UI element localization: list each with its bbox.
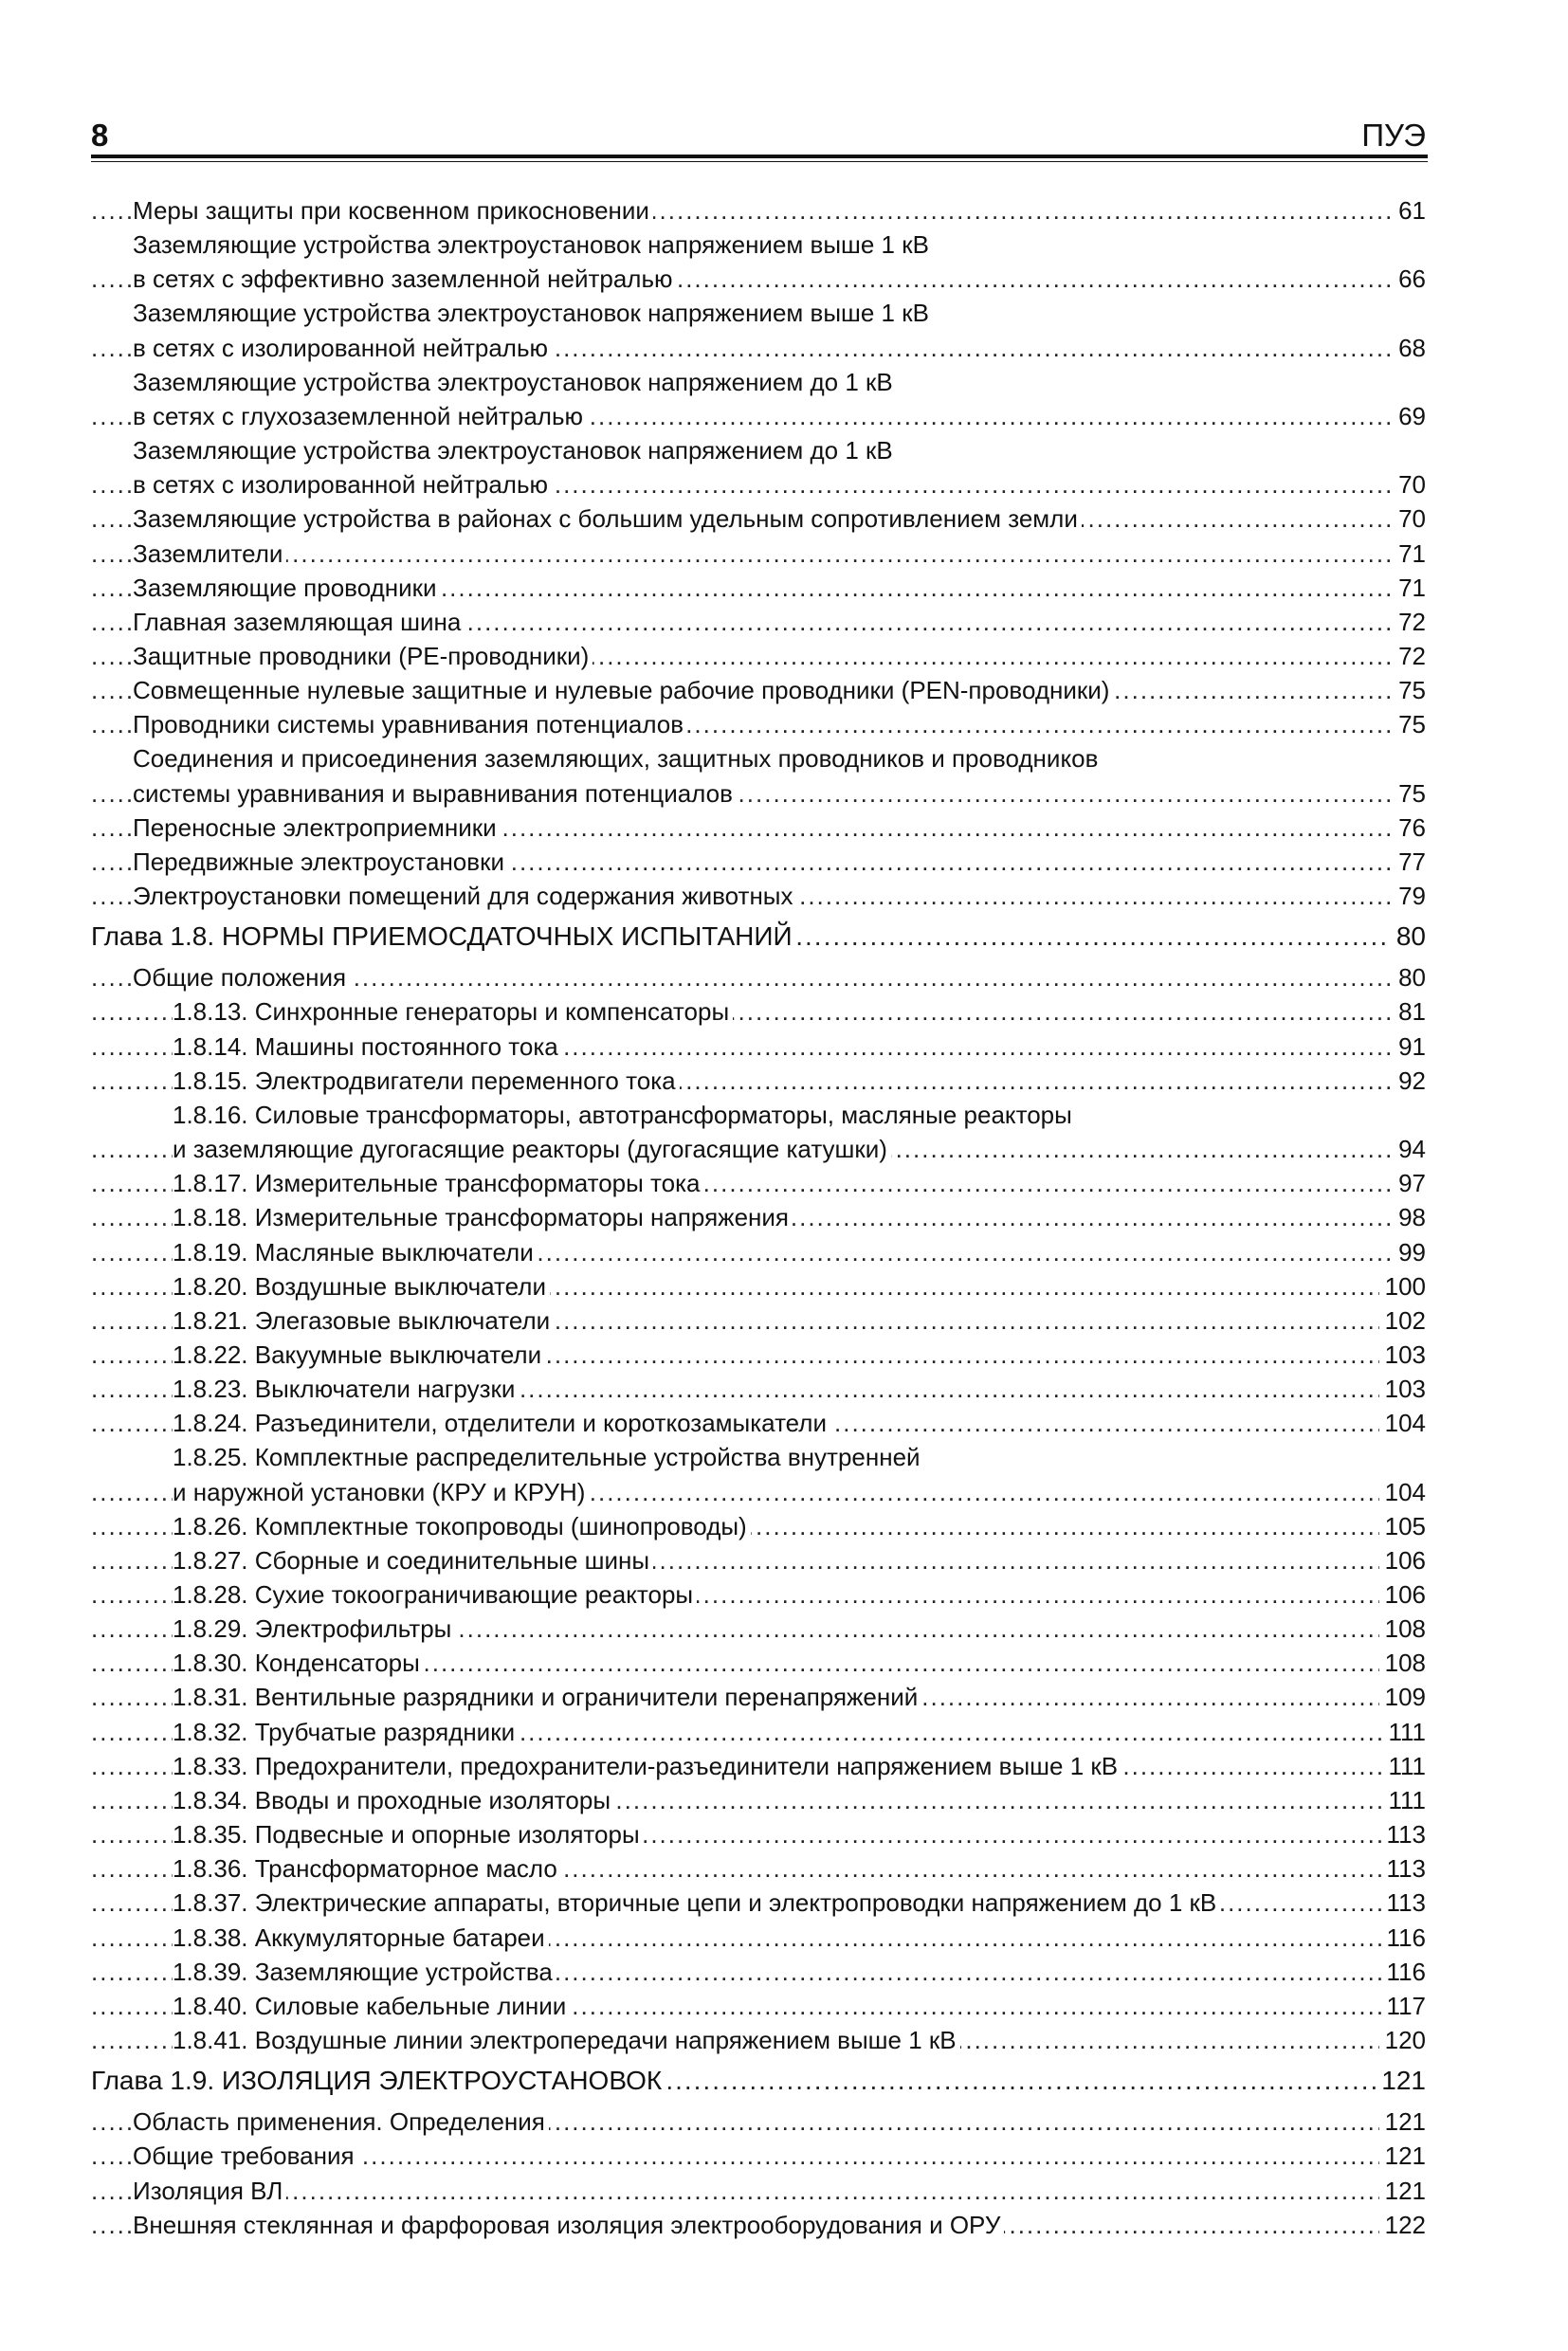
toc-leader-dots — [91, 2174, 1426, 2208]
toc-entry-title: 1.8.21. Элегазовые выключатели — [173, 1303, 554, 1338]
toc-entry — [91, 331, 1426, 365]
page-number: 8 — [91, 118, 109, 153]
toc-page-number: 111 — [1382, 1749, 1426, 1783]
toc-page-number: 81 — [1392, 994, 1426, 1029]
toc-entry-title: Глава 1.9. ИЗОЛЯЦИЯ ЭЛЕКТРОУСТАНОВОК — [91, 2064, 665, 2098]
toc-entry-title: 1.8.30. Конденсаторы — [173, 1646, 424, 1680]
toc-entry — [91, 1269, 1426, 1303]
toc-page-number: 75 — [1392, 707, 1426, 741]
toc-entry-title: и заземляющие дугогасящие реакторы (дугогасящие катушки) — [173, 1132, 891, 1166]
toc-page-number: 113 — [1381, 1851, 1426, 1886]
toc-entry-title: Внешняя стеклянная и фарфоровая изоляция электрооборудования и ОРУ — [133, 2208, 1004, 2242]
toc-page-number: 103 — [1379, 1372, 1426, 1406]
toc-page-number: 80 — [1392, 960, 1426, 994]
toc-entry — [91, 1064, 1426, 1098]
toc-page-number: 69 — [1392, 399, 1426, 433]
toc-page-number: 70 — [1392, 501, 1426, 536]
header-rule — [91, 155, 1428, 158]
toc-entry — [91, 741, 1426, 775]
toc-entry — [91, 879, 1426, 913]
toc-entry-title: Электроустановки помещений для содержания животных — [133, 879, 797, 913]
toc-entry — [91, 2105, 1426, 2139]
toc-entry — [91, 2139, 1426, 2173]
toc-entry-title: 1.8.39. Заземляющие устройства — [173, 1955, 556, 1989]
toc-chapter — [91, 920, 1426, 954]
toc-page-number: 103 — [1379, 1338, 1426, 1372]
toc-entry-title: 1.8.29. Электрофильтры — [173, 1612, 455, 1646]
toc-entry-title: 1.8.13. Синхронные генераторы и компенсаторы — [173, 994, 733, 1029]
toc-entry — [91, 1851, 1426, 1886]
toc-page-number: 109 — [1379, 1680, 1426, 1714]
toc-page-number: 117 — [1381, 1989, 1426, 2023]
toc-page-number: 113 — [1381, 1817, 1426, 1851]
toc-entry — [91, 1783, 1426, 1817]
toc-entry — [91, 605, 1426, 639]
toc-page-number: 80 — [1391, 920, 1426, 954]
toc-entry-title: 1.8.16. Силовые трансформаторы, автотрансформаторы, масляные реакторы — [173, 1098, 1076, 1132]
toc-page-number: 100 — [1379, 1269, 1426, 1303]
toc-entry-title: 1.8.26. Комплектные токопроводы (шинопроводы) — [173, 1509, 751, 1543]
toc-entry-title: Общие положения — [133, 960, 350, 994]
toc-entry-title: 1.8.37. Электрические аппараты, вторичные цепи и электропроводки напряжением до 1 кВ — [173, 1886, 1220, 1920]
toc-page-number: 113 — [1381, 1886, 1426, 1920]
toc-chapter — [91, 2064, 1426, 2098]
toc-entry — [91, 2208, 1426, 2242]
running-title: ПУЭ — [1361, 118, 1426, 153]
toc-entry — [91, 501, 1426, 536]
toc-entry-title: Изоляция ВЛ — [133, 2174, 286, 2208]
toc-entry-title: 1.8.41. Воздушные линии электропередачи напряжением выше 1 кВ — [173, 2023, 960, 2057]
toc-page-number: 122 — [1379, 2208, 1426, 2242]
toc-entry — [91, 1886, 1426, 1920]
toc-page-number: 75 — [1392, 776, 1426, 811]
toc-entry — [91, 1749, 1426, 1783]
toc-page-number: 121 — [1376, 2064, 1426, 2098]
page-header — [91, 114, 1426, 157]
toc-page-number: 104 — [1379, 1475, 1426, 1509]
toc-entry — [91, 1680, 1426, 1714]
toc-page-number: 116 — [1381, 1921, 1426, 1955]
toc-page-number: 97 — [1392, 1166, 1426, 1200]
toc-page-number: 98 — [1392, 1200, 1426, 1234]
toc-page-number: 77 — [1392, 845, 1426, 879]
toc-entry — [91, 193, 1426, 228]
toc-entry-title: 1.8.22. Вакуумные выключатели — [173, 1338, 545, 1372]
toc-entry-title: 1.8.20. Воздушные выключатели — [173, 1269, 550, 1303]
toc-entry — [91, 707, 1426, 741]
toc-entry-title: системы уравнивания и выравнивания потенциалов — [133, 776, 737, 811]
toc-page-number: 68 — [1392, 331, 1426, 365]
toc-page-number: 71 — [1392, 571, 1426, 605]
toc-page-number: 102 — [1379, 1303, 1426, 1338]
toc-entry-title: 1.8.19. Масляные выключатели — [173, 1235, 538, 1269]
toc-entry-title: в сетях с эффективно заземленной нейтралью — [133, 262, 677, 296]
toc-page-number: 106 — [1379, 1577, 1426, 1612]
toc-entry — [91, 2174, 1426, 2208]
toc-entry-title: в сетях с глухозаземленной нейтралью — [133, 399, 587, 433]
toc-entry-title: Заземлители — [133, 537, 286, 571]
toc-page-number: 116 — [1381, 1955, 1426, 1989]
toc-entry-title: 1.8.17. Измерительные трансформаторы тока — [173, 1166, 704, 1200]
toc-page-number: 75 — [1392, 673, 1426, 707]
toc-page-number: 76 — [1392, 811, 1426, 845]
toc-entry — [91, 1817, 1426, 1851]
toc-page-number: 108 — [1379, 1646, 1426, 1680]
toc-entry — [91, 994, 1426, 1029]
toc-entry — [91, 1509, 1426, 1543]
toc-entry-title: Переносные электроприемники — [133, 811, 501, 845]
toc-page-number: 111 — [1382, 1715, 1426, 1749]
toc-entry-title: 1.8.28. Сухие токоограничивающие реакторы — [173, 1577, 697, 1612]
toc-entry — [91, 1132, 1426, 1166]
toc-entry-title: Заземляющие устройства электроустановок напряжением выше 1 кВ — [133, 228, 933, 262]
toc-entry — [91, 262, 1426, 296]
toc-entry — [91, 1235, 1426, 1269]
toc-page-number: 121 — [1379, 2174, 1426, 2208]
toc-page-number: 71 — [1392, 537, 1426, 571]
toc-entry-title: 1.8.38. Аккумуляторные батареи — [173, 1921, 549, 1955]
toc-page-number: 120 — [1379, 2023, 1426, 2057]
toc-entry — [91, 1338, 1426, 1372]
toc-entry — [91, 228, 1426, 262]
toc-page-number: 99 — [1392, 1235, 1426, 1269]
toc-entry — [91, 296, 1426, 330]
toc-entry-title: Заземляющие проводники — [133, 571, 441, 605]
toc-entry-title: Совмещенные нулевые защитные и нулевые рабочие проводники (PEN-проводники) — [133, 673, 1113, 707]
toc-entry-title: Меры защиты при косвенном прикосновении — [133, 193, 653, 228]
toc-entry — [91, 845, 1426, 879]
toc-page-number: 66 — [1392, 262, 1426, 296]
toc-entry — [91, 1955, 1426, 1989]
toc-entry-title: 1.8.23. Выключатели нагрузки — [173, 1372, 519, 1406]
toc-entry — [91, 1646, 1426, 1680]
toc-page-number: 94 — [1392, 1132, 1426, 1166]
toc-entry-title: 1.8.33. Предохранители, предохранители-разъединители напряжением выше 1 кВ — [173, 1749, 1121, 1783]
toc-entry — [91, 537, 1426, 571]
toc-entry-title: и наружной установки (КРУ и КРУН) — [173, 1475, 589, 1509]
toc-entry — [91, 365, 1426, 399]
toc-entry-title: 1.8.34. Вводы и проходные изоляторы — [173, 1783, 614, 1817]
toc-entry — [91, 673, 1426, 707]
toc-entry — [91, 1612, 1426, 1646]
toc-entry — [91, 1989, 1426, 2023]
toc-entry — [91, 960, 1426, 994]
toc-entry — [91, 639, 1426, 673]
toc-page-number: 91 — [1392, 1030, 1426, 1064]
toc-entry — [91, 1166, 1426, 1200]
toc-page-number: 70 — [1392, 467, 1426, 501]
toc-entry — [91, 1303, 1426, 1338]
toc-entry-title: Проводники системы уравнивания потенциалов — [133, 707, 687, 741]
toc-entry-title: Область применения. Определения — [133, 2105, 549, 2139]
toc-entry-title: Заземляющие устройства электроустановок напряжением до 1 кВ — [133, 433, 897, 467]
toc-entry-title: 1.8.35. Подвесные и опорные изоляторы — [173, 1817, 644, 1851]
toc-page-number: 79 — [1392, 879, 1426, 913]
toc-entry-title: 1.8.32. Трубчатые разрядники — [173, 1715, 519, 1749]
toc-page-number: 111 — [1382, 1783, 1426, 1817]
toc-entry-title: Общие требования — [133, 2139, 358, 2173]
toc-entry — [91, 1030, 1426, 1064]
toc-entry — [91, 1577, 1426, 1612]
toc-entry — [91, 467, 1426, 501]
toc-entry — [91, 811, 1426, 845]
toc-entry — [91, 1200, 1426, 1234]
toc-page-number: 108 — [1379, 1612, 1426, 1646]
toc-leader-dots — [91, 537, 1426, 571]
toc-page-number: 121 — [1379, 2139, 1426, 2173]
toc-entry — [91, 399, 1426, 433]
toc-entry-title: 1.8.40. Силовые кабельные линии — [173, 1989, 570, 2023]
toc-entry-title: Заземляющие устройства электроустановок напряжением выше 1 кВ — [133, 296, 933, 330]
toc-entry — [91, 776, 1426, 811]
toc-entry-title: 1.8.14. Машины постоянного тока — [173, 1030, 562, 1064]
toc-entry-title: в сетях с изолированной нейтралью — [133, 467, 552, 501]
toc-page-number: 105 — [1379, 1509, 1426, 1543]
toc-page-number: 104 — [1379, 1406, 1426, 1440]
toc-entry — [91, 1715, 1426, 1749]
toc-page-number: 121 — [1379, 2105, 1426, 2139]
toc-page-number: 72 — [1392, 605, 1426, 639]
toc-entry-title: Главная заземляющая шина — [133, 605, 465, 639]
toc-entry — [91, 1475, 1426, 1509]
toc-page-number: 92 — [1392, 1064, 1426, 1098]
toc-entry-title: 1.8.27. Сборные и соединительные шины — [173, 1543, 653, 1577]
toc-entry — [91, 1921, 1426, 1955]
toc-entry — [91, 2023, 1426, 2057]
toc-entry — [91, 1440, 1426, 1474]
toc-entry-title: Заземляющие устройства электроустановок напряжением до 1 кВ — [133, 365, 897, 399]
toc-entry-title: Заземляющие устройства в районах с большим удельным сопротивлением земли — [133, 501, 1082, 536]
toc-page-number: 106 — [1379, 1543, 1426, 1577]
toc-entry — [91, 1406, 1426, 1440]
toc-entry-title: Передвижные электроустановки — [133, 845, 508, 879]
toc-entry-title: 1.8.15. Электродвигатели переменного тока — [173, 1064, 680, 1098]
toc-page-number: 72 — [1392, 639, 1426, 673]
toc-entry-title: 1.8.25. Комплектные распределительные устройства внутренней — [173, 1440, 924, 1474]
toc-entry-title: Защитные проводники (PE-проводники) — [133, 639, 593, 673]
toc-entry-title: Соединения и присоединения заземляющих, защитных проводников и проводников — [133, 741, 1102, 775]
toc-entry — [91, 571, 1426, 605]
toc-entry-title: 1.8.31. Вентильные разрядники и ограничители перенапряжений — [173, 1680, 921, 1714]
toc-entry — [91, 1543, 1426, 1577]
toc-entry-title: 1.8.18. Измерительные трансформаторы напряжения — [173, 1200, 793, 1234]
header-rule-thin — [91, 161, 1428, 162]
toc-entry-title: в сетях с изолированной нейтралью — [133, 331, 552, 365]
toc-entry-title: Глава 1.8. НОРМЫ ПРИЕМОСДАТОЧНЫХ ИСПЫТАНИЙ — [91, 920, 796, 954]
toc-entry — [91, 1372, 1426, 1406]
toc-page-number: 61 — [1392, 193, 1426, 228]
toc-entry — [91, 1098, 1426, 1132]
toc-entry-title: 1.8.24. Разъединители, отделители и короткозамыкатели — [173, 1406, 830, 1440]
toc-entry-title: 1.8.36. Трансформаторное масло — [173, 1851, 561, 1886]
toc-entry — [91, 433, 1426, 467]
